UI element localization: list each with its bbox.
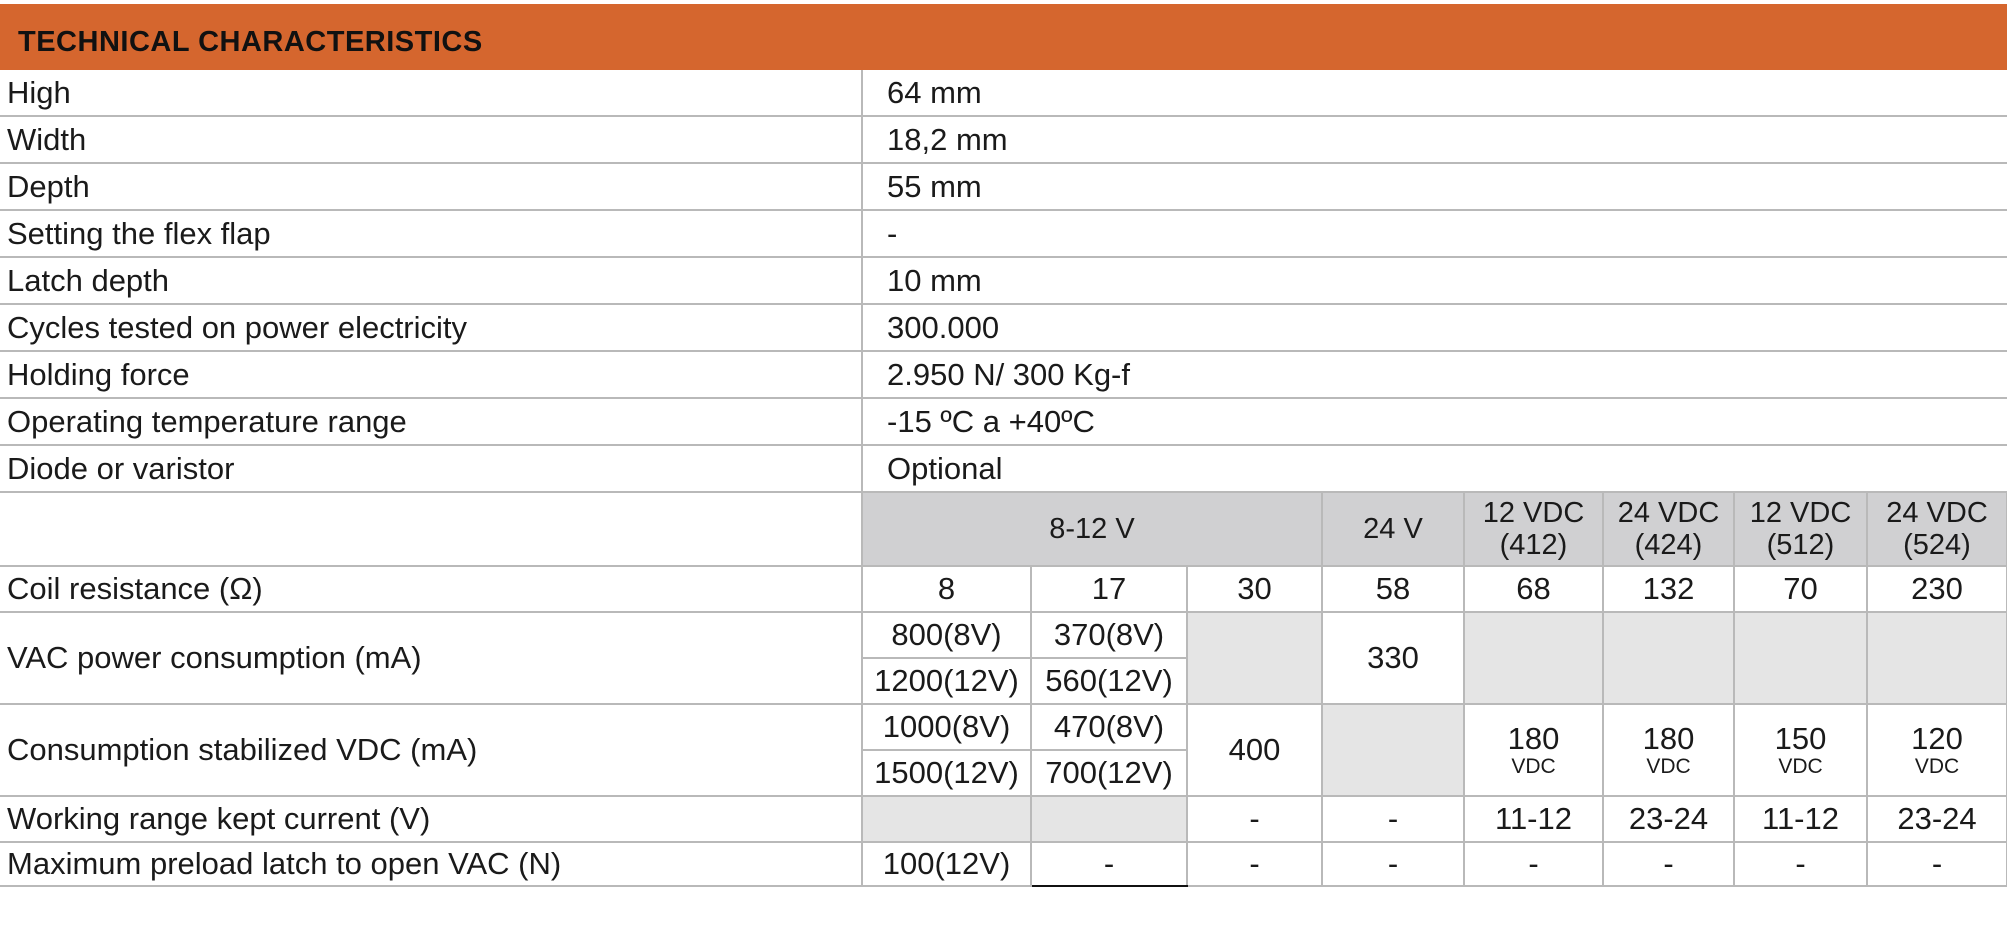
voltage-header-24v: 24 V — [1322, 492, 1464, 566]
spec-label: High — [0, 70, 862, 116]
spec-row — [0, 398, 2007, 445]
value-cell: 100(12V) — [862, 842, 1031, 886]
spec-value: 300.000 — [862, 304, 2007, 351]
empty-cell — [1322, 704, 1464, 796]
voltage-header-row — [0, 492, 2007, 566]
value-cell: - — [1464, 842, 1603, 886]
value-cell: 11-12 — [1464, 796, 1603, 842]
value-cell: - — [1734, 842, 1867, 886]
spec-value: 2.950 N/ 300 Kg-f — [862, 351, 2007, 398]
empty-cell — [1187, 612, 1322, 704]
row-label: Maximum preload latch to open VAC (N) — [0, 842, 862, 886]
spec-row — [0, 163, 2007, 210]
spec-row — [0, 210, 2007, 257]
vdc-consumption-row — [0, 704, 2007, 750]
header-line: (512) — [1766, 529, 1835, 561]
spec-row — [0, 116, 2007, 163]
working-range-row — [0, 796, 2007, 842]
value-text: 150 — [1774, 721, 1827, 756]
spec-value: Optional — [862, 445, 2007, 492]
row-label: Coil resistance (Ω) — [0, 566, 862, 612]
value-cell — [1464, 704, 1603, 796]
value-cell: 132 — [1603, 566, 1734, 612]
empty-cell — [1603, 612, 1734, 704]
row-label: VAC power consumption (mA) — [0, 612, 862, 704]
vac-consumption-row — [0, 612, 2007, 658]
voltage-header-512 — [1734, 492, 1867, 566]
value-cell: 30 — [1187, 566, 1322, 612]
spec-value: - — [862, 210, 2007, 257]
value-cell: 11-12 — [1734, 796, 1867, 842]
empty-cell — [1464, 612, 1603, 704]
spec-row — [0, 445, 2007, 492]
header-line: (412) — [1499, 529, 1568, 561]
value-cell: - — [1187, 842, 1322, 886]
spec-label: Latch depth — [0, 257, 862, 304]
value-cell: 470(8V) — [1031, 704, 1187, 750]
value-cell — [1867, 704, 2007, 796]
empty-cell — [1867, 612, 2007, 704]
spec-label: Holding force — [0, 351, 862, 398]
voltage-header-412 — [1464, 492, 1603, 566]
empty-cell — [1031, 796, 1187, 842]
spec-value: 18,2 mm — [862, 116, 2007, 163]
value-cell: 400 — [1187, 704, 1322, 796]
value-text: 180 — [1507, 721, 1560, 756]
header-line: 24 VDC — [1617, 497, 1720, 529]
value-cell: 17 — [1031, 566, 1187, 612]
section-title: TECHNICAL CHARACTERISTICS — [18, 26, 483, 58]
unit-text: VDC — [1511, 755, 1556, 778]
unit-text: VDC — [1914, 755, 1960, 778]
spec-label: Depth — [0, 163, 862, 210]
spec-label: Diode or varistor — [0, 445, 862, 492]
value-cell: - — [1322, 842, 1464, 886]
empty-cell — [1734, 612, 1867, 704]
row-label: Consumption stabilized VDC (mA) — [0, 704, 862, 796]
header-line: 12 VDC — [1482, 497, 1585, 529]
spec-row — [0, 351, 2007, 398]
value-cell: - — [1322, 796, 1464, 842]
header-line: 12 VDC — [1749, 497, 1852, 529]
value-cell: 23-24 — [1867, 796, 2007, 842]
value-cell — [1734, 704, 1867, 796]
value-cell: - — [1031, 842, 1187, 886]
value-cell: 8 — [862, 566, 1031, 612]
spec-row — [0, 70, 2007, 116]
empty-cell — [862, 796, 1031, 842]
value-cell: - — [1603, 842, 1734, 886]
spec-value: 10 mm — [862, 257, 2007, 304]
spec-label: Width — [0, 116, 862, 163]
value-text: 120 — [1911, 721, 1963, 756]
value-cell: 230 — [1867, 566, 2007, 612]
coil-resistance-row — [0, 566, 2007, 612]
value-text: 180 — [1642, 721, 1695, 756]
spec-value: -15 ºC a +40ºC — [862, 398, 2007, 445]
voltage-header-8-12v: 8-12 V — [862, 492, 1322, 566]
value-cell: 370(8V) — [1031, 612, 1187, 658]
value-cell: 1200(12V) — [862, 658, 1031, 704]
value-cell: 58 — [1322, 566, 1464, 612]
spec-value: 64 mm — [862, 70, 2007, 116]
value-cell: 560(12V) — [1031, 658, 1187, 704]
spec-label: Cycles tested on power electricity — [0, 304, 862, 351]
spec-row — [0, 257, 2007, 304]
row-label: Working range kept current (V) — [0, 796, 862, 842]
voltage-header-524 — [1867, 492, 2007, 566]
header-line: 24 VDC — [1886, 497, 1988, 529]
spec-table — [0, 70, 2007, 887]
value-cell: 1000(8V) — [862, 704, 1031, 750]
value-cell: 23-24 — [1603, 796, 1734, 842]
header-line: (424) — [1634, 529, 1703, 561]
unit-text: VDC — [1646, 755, 1691, 778]
empty-header-cell — [0, 492, 862, 566]
value-cell: - — [1867, 842, 2007, 886]
value-cell: 70 — [1734, 566, 1867, 612]
value-cell: - — [1187, 796, 1322, 842]
spec-label: Setting the flex flap — [0, 210, 862, 257]
value-cell: 800(8V) — [862, 612, 1031, 658]
section-header — [0, 4, 2007, 70]
unit-text: VDC — [1778, 755, 1823, 778]
value-cell: 68 — [1464, 566, 1603, 612]
value-cell: 330 — [1322, 612, 1464, 704]
spec-label: Operating temperature range — [0, 398, 862, 445]
value-cell — [1603, 704, 1734, 796]
value-cell: 700(12V) — [1031, 750, 1187, 796]
preload-row — [0, 842, 2007, 886]
header-line: (524) — [1903, 529, 1971, 561]
value-cell: 1500(12V) — [862, 750, 1031, 796]
spec-row — [0, 304, 2007, 351]
voltage-header-424 — [1603, 492, 1734, 566]
spec-value: 55 mm — [862, 163, 2007, 210]
